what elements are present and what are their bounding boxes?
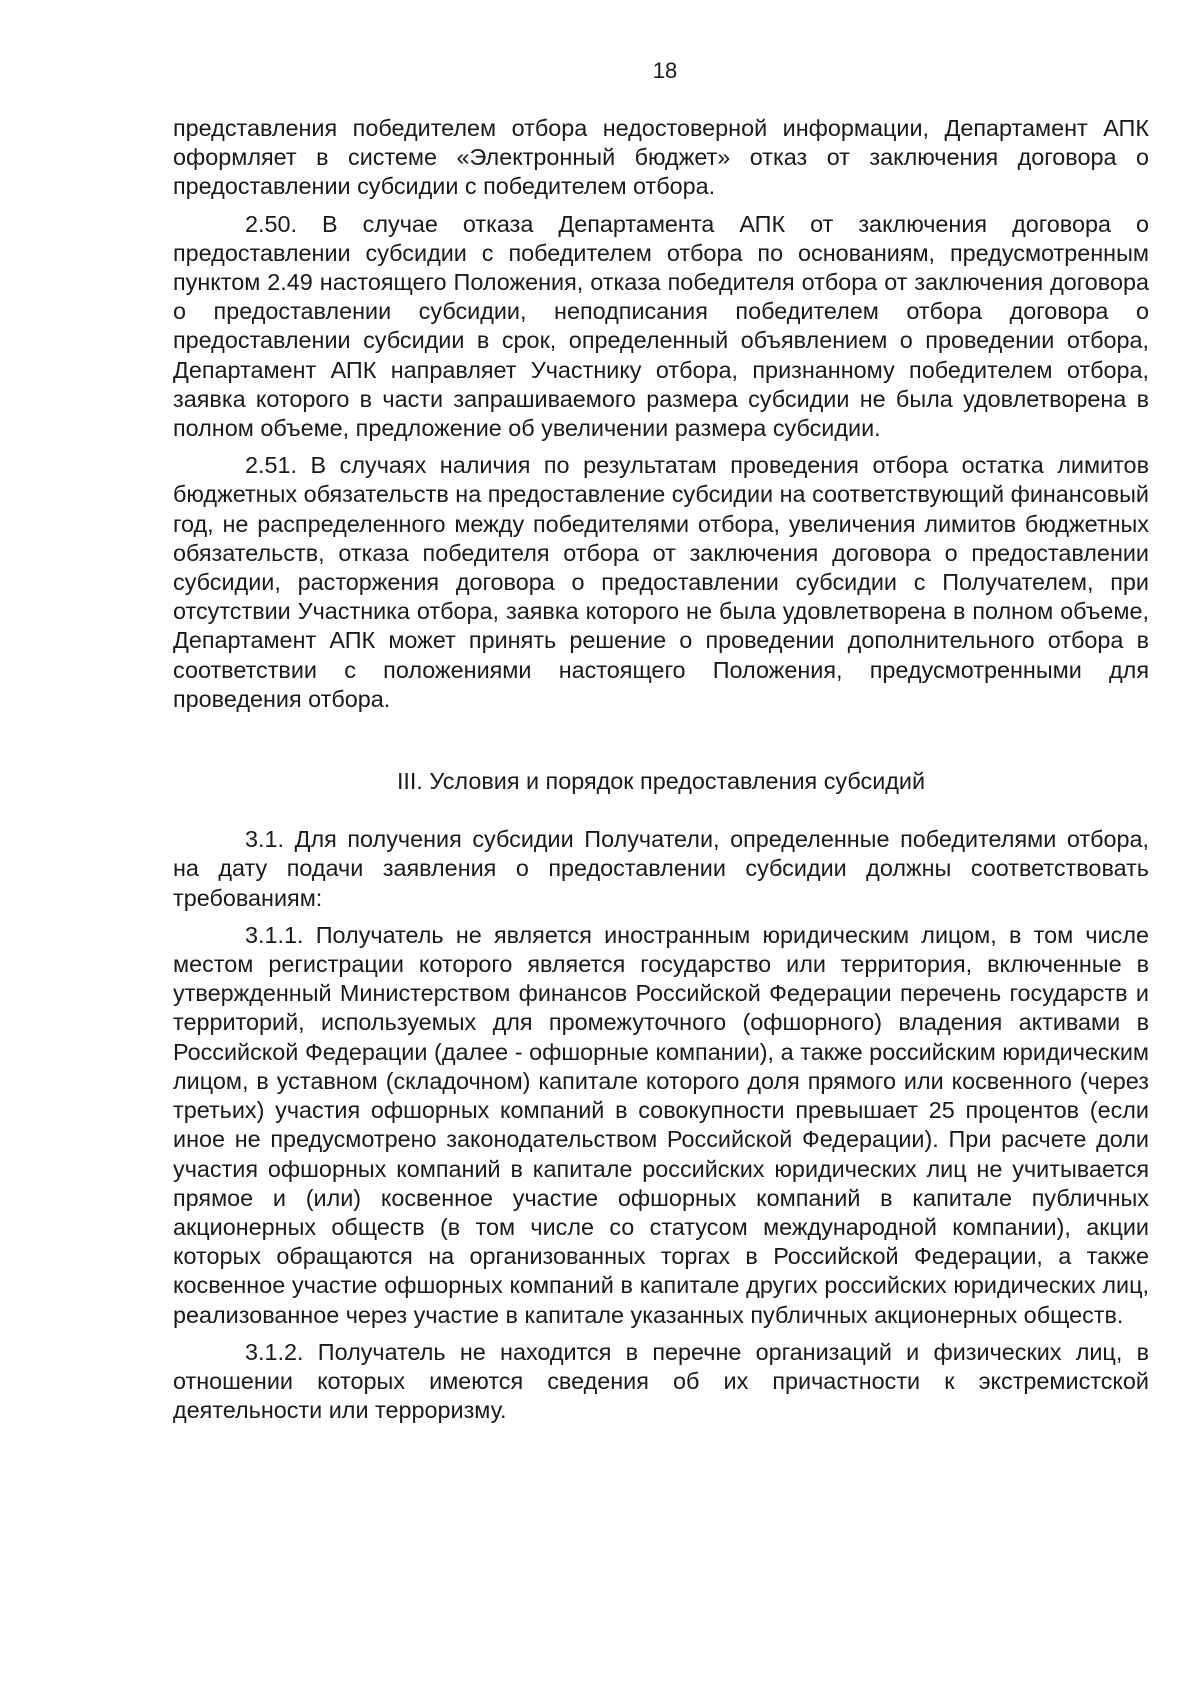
paragraph-continuation: представления победителем отбора недостоверной информации, Департамент АПК оформляет в системе «Электронный бюджет» отказ от заключения договора о предоставлении субсидии с победителем отбора. (173, 115, 1149, 200)
paragraph-3-1: 3.1. Для получения субсидии Получатели, определенные победителями отбора, на дату подачи заявления о предоставлении субсидии должны соответствовать требованиям: (173, 826, 1149, 911)
paragraph-2-50: 2.50. В случае отказа Департамента АПК от заключения договора о предоставлении субсидии с победителем отбора по основаниям, предусмотренным пунктом 2.49 настоящего Положения, отказа победителя отбора от заключения договора о предоставлении субсидии, неподписания победителем отбора договора о предоставлении субсидии в срок, определенный объявлением о проведении отбора, Департамент АПК направляет Участнику отбора, признанному победителем отбора, заявка которого в части запрашиваемого размера субсидии не была удовлетворена в полном объеме, предложение об увеличении размера субсидии. (173, 210, 1149, 442)
document-body (173, 114, 1149, 1433)
section-heading: III. Условия и порядок предоставления субсидий (396, 768, 926, 795)
paragraph-3-1-2: 3.1.2. Получатель не находится в перечне организаций и физических лиц, в отношении которых имеются сведения об их причастности к экстремистской деятельности или терроризму. (173, 1338, 1149, 1424)
paragraph-2-51: 2.51. В случаях наличия по результатам проведения отбора остатка лимитов бюджетных обязательств на предоставление субсидии на соответствующий финансовый год, не распределенного между победителями отбора, увеличения лимитов бюджетных обязательств, отказа победителя отбора от заключения договора о предоставлении субсидии, расторжения договора о предоставлении субсидии с Получателем, при отсутствии Участника отбора, заявка которого не была удовлетворена в полном объеме, Департамент АПК может принять решение о проведении дополнительного отбора в соответствии с положениями настоящего Положения, предусмотренными для проведения отбора. (173, 452, 1149, 712)
paragraph-3-1-1: 3.1.1. Получатель не является иностранным юридическим лицом, в том числе местом регистрации которого является государство или территория, включенные в утвержденный Министерством финансов Российской Федерации перечень государств и территорий, используемых для промежуточного (офшорного) владения активами в Российской Федерации (далее - офшорные компании), а также российским юридическим лицом, в уставном (складочном) капитале которого доля прямого или косвенного (через третьих) участия офшорных компаний в совокупности превышает 25 процентов (если иное не предусмотрено законодательством Российской Федерации). При расчете доли участия офшорных компаний в капитале российских юридических лиц не учитывается прямое и (или) косвенное участие офшорных компаний в капитале публичных акционерных обществ (в том числе со статусом международной компании), акции которых обращаются на организованных торгах в Российской Федерации, а также косвенное участие офшорных компаний в капитале других российских юридических лиц, реализованное через участие в капитале указанных публичных акционерных обществ. (173, 921, 1149, 1328)
page-number: 18 (652, 58, 678, 83)
